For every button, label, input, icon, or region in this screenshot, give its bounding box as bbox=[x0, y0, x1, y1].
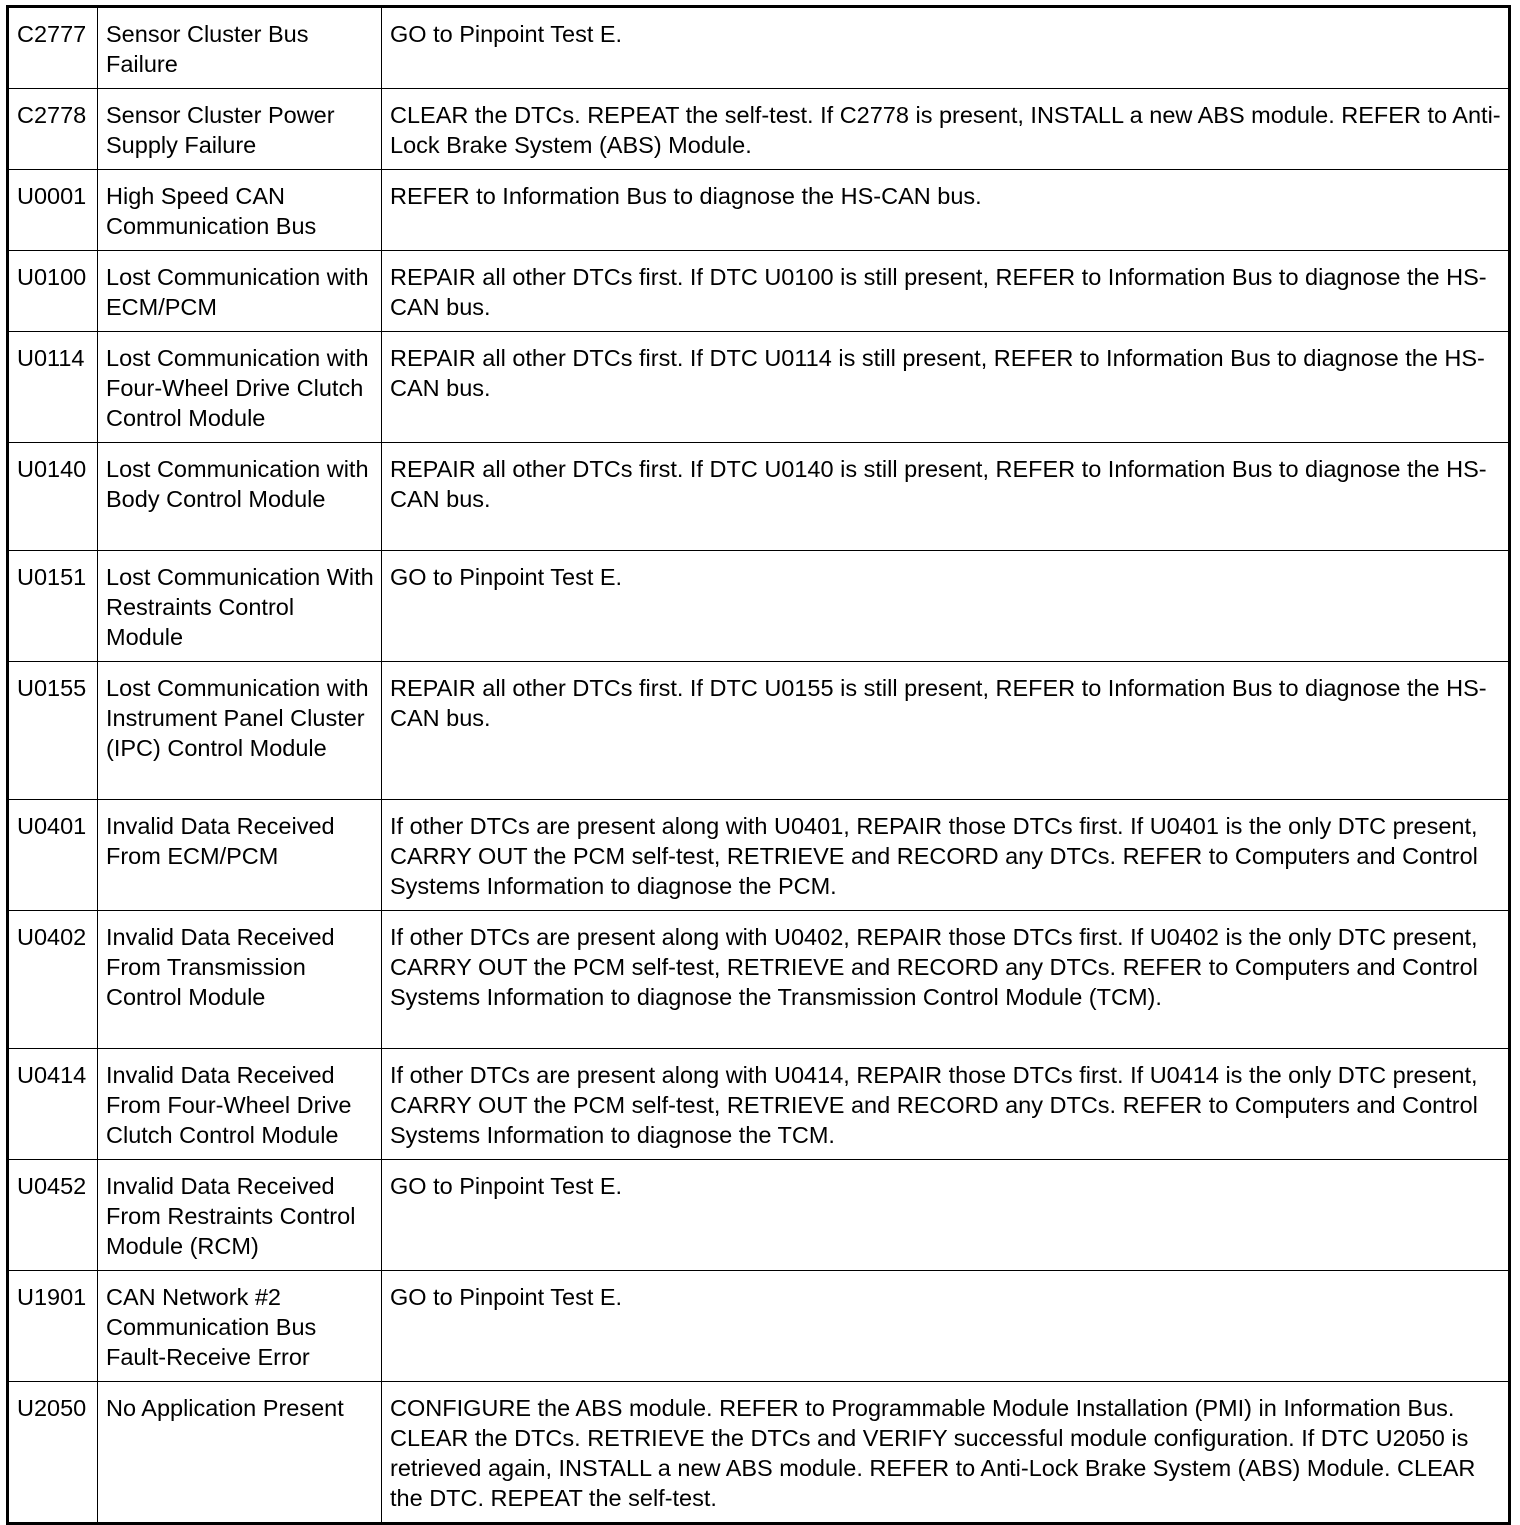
dtc-code: U1901 bbox=[8, 1271, 98, 1382]
dtc-code: C2778 bbox=[8, 89, 98, 170]
dtc-code: U2050 bbox=[8, 1382, 98, 1524]
dtc-action: GO to Pinpoint Test E. bbox=[382, 1271, 1510, 1382]
table-row bbox=[8, 332, 1510, 443]
dtc-code: C2777 bbox=[8, 7, 98, 89]
dtc-action: REFER to Information Bus to diagnose the HS-CAN bus. bbox=[382, 170, 1510, 251]
table-row bbox=[8, 1271, 1510, 1382]
dtc-action: REPAIR all other DTCs first. If DTC U0114 is still present, REFER to Information Bus to diagnose the HS-CAN bus. bbox=[382, 332, 1510, 443]
dtc-code: U0414 bbox=[8, 1049, 98, 1160]
dtc-code: U0452 bbox=[8, 1160, 98, 1271]
dtc-description: Sensor Cluster Bus Failure bbox=[98, 7, 382, 89]
dtc-action: If other DTCs are present along with U0402, REPAIR those DTCs first. If U0402 is the only DTC present, CARRY OUT the PCM self-test, RETRIEVE and RECORD any DTCs. REFER to Computers and Control Systems Information to diagnose the Transmission Control Module (TCM). bbox=[382, 911, 1510, 1049]
dtc-action: GO to Pinpoint Test E. bbox=[382, 551, 1510, 662]
dtc-description: Sensor Cluster Power Supply Failure bbox=[98, 89, 382, 170]
table-row bbox=[8, 800, 1510, 911]
dtc-action: REPAIR all other DTCs first. If DTC U0140 is still present, REFER to Information Bus to diagnose the HS-CAN bus. bbox=[382, 443, 1510, 551]
dtc-description: Lost Communication with Instrument Panel Cluster (IPC) Control Module bbox=[98, 662, 382, 800]
dtc-action: REPAIR all other DTCs first. If DTC U0100 is still present, REFER to Information Bus to diagnose the HS-CAN bus. bbox=[382, 251, 1510, 332]
dtc-action: If other DTCs are present along with U0401, REPAIR those DTCs first. If U0401 is the only DTC present, CARRY OUT the PCM self-test, RETRIEVE and RECORD any DTCs. REFER to Computers and Control Systems Information to diagnose the PCM. bbox=[382, 800, 1510, 911]
dtc-code: U0001 bbox=[8, 170, 98, 251]
table-row bbox=[8, 1160, 1510, 1271]
dtc-table bbox=[6, 5, 1511, 1525]
dtc-chart bbox=[6, 5, 1508, 1525]
dtc-description: No Application Present bbox=[98, 1382, 382, 1524]
dtc-action: CLEAR the DTCs. REPEAT the self-test. If C2778 is present, INSTALL a new ABS module. REFER to Anti-Lock Brake System (ABS) Module. bbox=[382, 89, 1510, 170]
dtc-code: U0155 bbox=[8, 662, 98, 800]
dtc-description: CAN Network #2 Communication Bus Fault-Receive Error bbox=[98, 1271, 382, 1382]
table-row bbox=[8, 551, 1510, 662]
dtc-code: U0140 bbox=[8, 443, 98, 551]
dtc-action: REPAIR all other DTCs first. If DTC U0155 is still present, REFER to Information Bus to diagnose the HS-CAN bus. bbox=[382, 662, 1510, 800]
table-row bbox=[8, 662, 1510, 800]
dtc-code: U0151 bbox=[8, 551, 98, 662]
dtc-action: GO to Pinpoint Test E. bbox=[382, 1160, 1510, 1271]
table-row bbox=[8, 170, 1510, 251]
dtc-action: GO to Pinpoint Test E. bbox=[382, 7, 1510, 89]
dtc-description: Lost Communication with Body Control Module bbox=[98, 443, 382, 551]
dtc-code: U0401 bbox=[8, 800, 98, 911]
dtc-action: CONFIGURE the ABS module. REFER to Programmable Module Installation (PMI) in Information Bus. CLEAR the DTCs. RETRIEVE the DTCs and VERIFY successful module configuration. If DTC U2050 is retrieved again, INSTALL a new ABS module. REFER to Anti-Lock Brake System (ABS) Module. CLEAR the DTC. REPEAT the self-test. bbox=[382, 1382, 1510, 1524]
table-row bbox=[8, 1049, 1510, 1160]
table-row bbox=[8, 7, 1510, 89]
dtc-description: Lost Communication with ECM/PCM bbox=[98, 251, 382, 332]
dtc-description: High Speed CAN Communication Bus bbox=[98, 170, 382, 251]
dtc-description: Invalid Data Received From Transmission Control Module bbox=[98, 911, 382, 1049]
table-row bbox=[8, 89, 1510, 170]
dtc-action: If other DTCs are present along with U0414, REPAIR those DTCs first. If U0414 is the only DTC present, CARRY OUT the PCM self-test, RETRIEVE and RECORD any DTCs. REFER to Computers and Control Systems Information to diagnose the TCM. bbox=[382, 1049, 1510, 1160]
dtc-code: U0402 bbox=[8, 911, 98, 1049]
dtc-description: Invalid Data Received From Four-Wheel Drive Clutch Control Module bbox=[98, 1049, 382, 1160]
table-row bbox=[8, 251, 1510, 332]
table-row bbox=[8, 443, 1510, 551]
dtc-description: Lost Communication with Four-Wheel Drive Clutch Control Module bbox=[98, 332, 382, 443]
dtc-code: U0114 bbox=[8, 332, 98, 443]
dtc-description: Invalid Data Received From Restraints Control Module (RCM) bbox=[98, 1160, 382, 1271]
dtc-description: Invalid Data Received From ECM/PCM bbox=[98, 800, 382, 911]
table-row bbox=[8, 1382, 1510, 1524]
table-row bbox=[8, 911, 1510, 1049]
dtc-description: Lost Communication With Restraints Control Module bbox=[98, 551, 382, 662]
dtc-code: U0100 bbox=[8, 251, 98, 332]
